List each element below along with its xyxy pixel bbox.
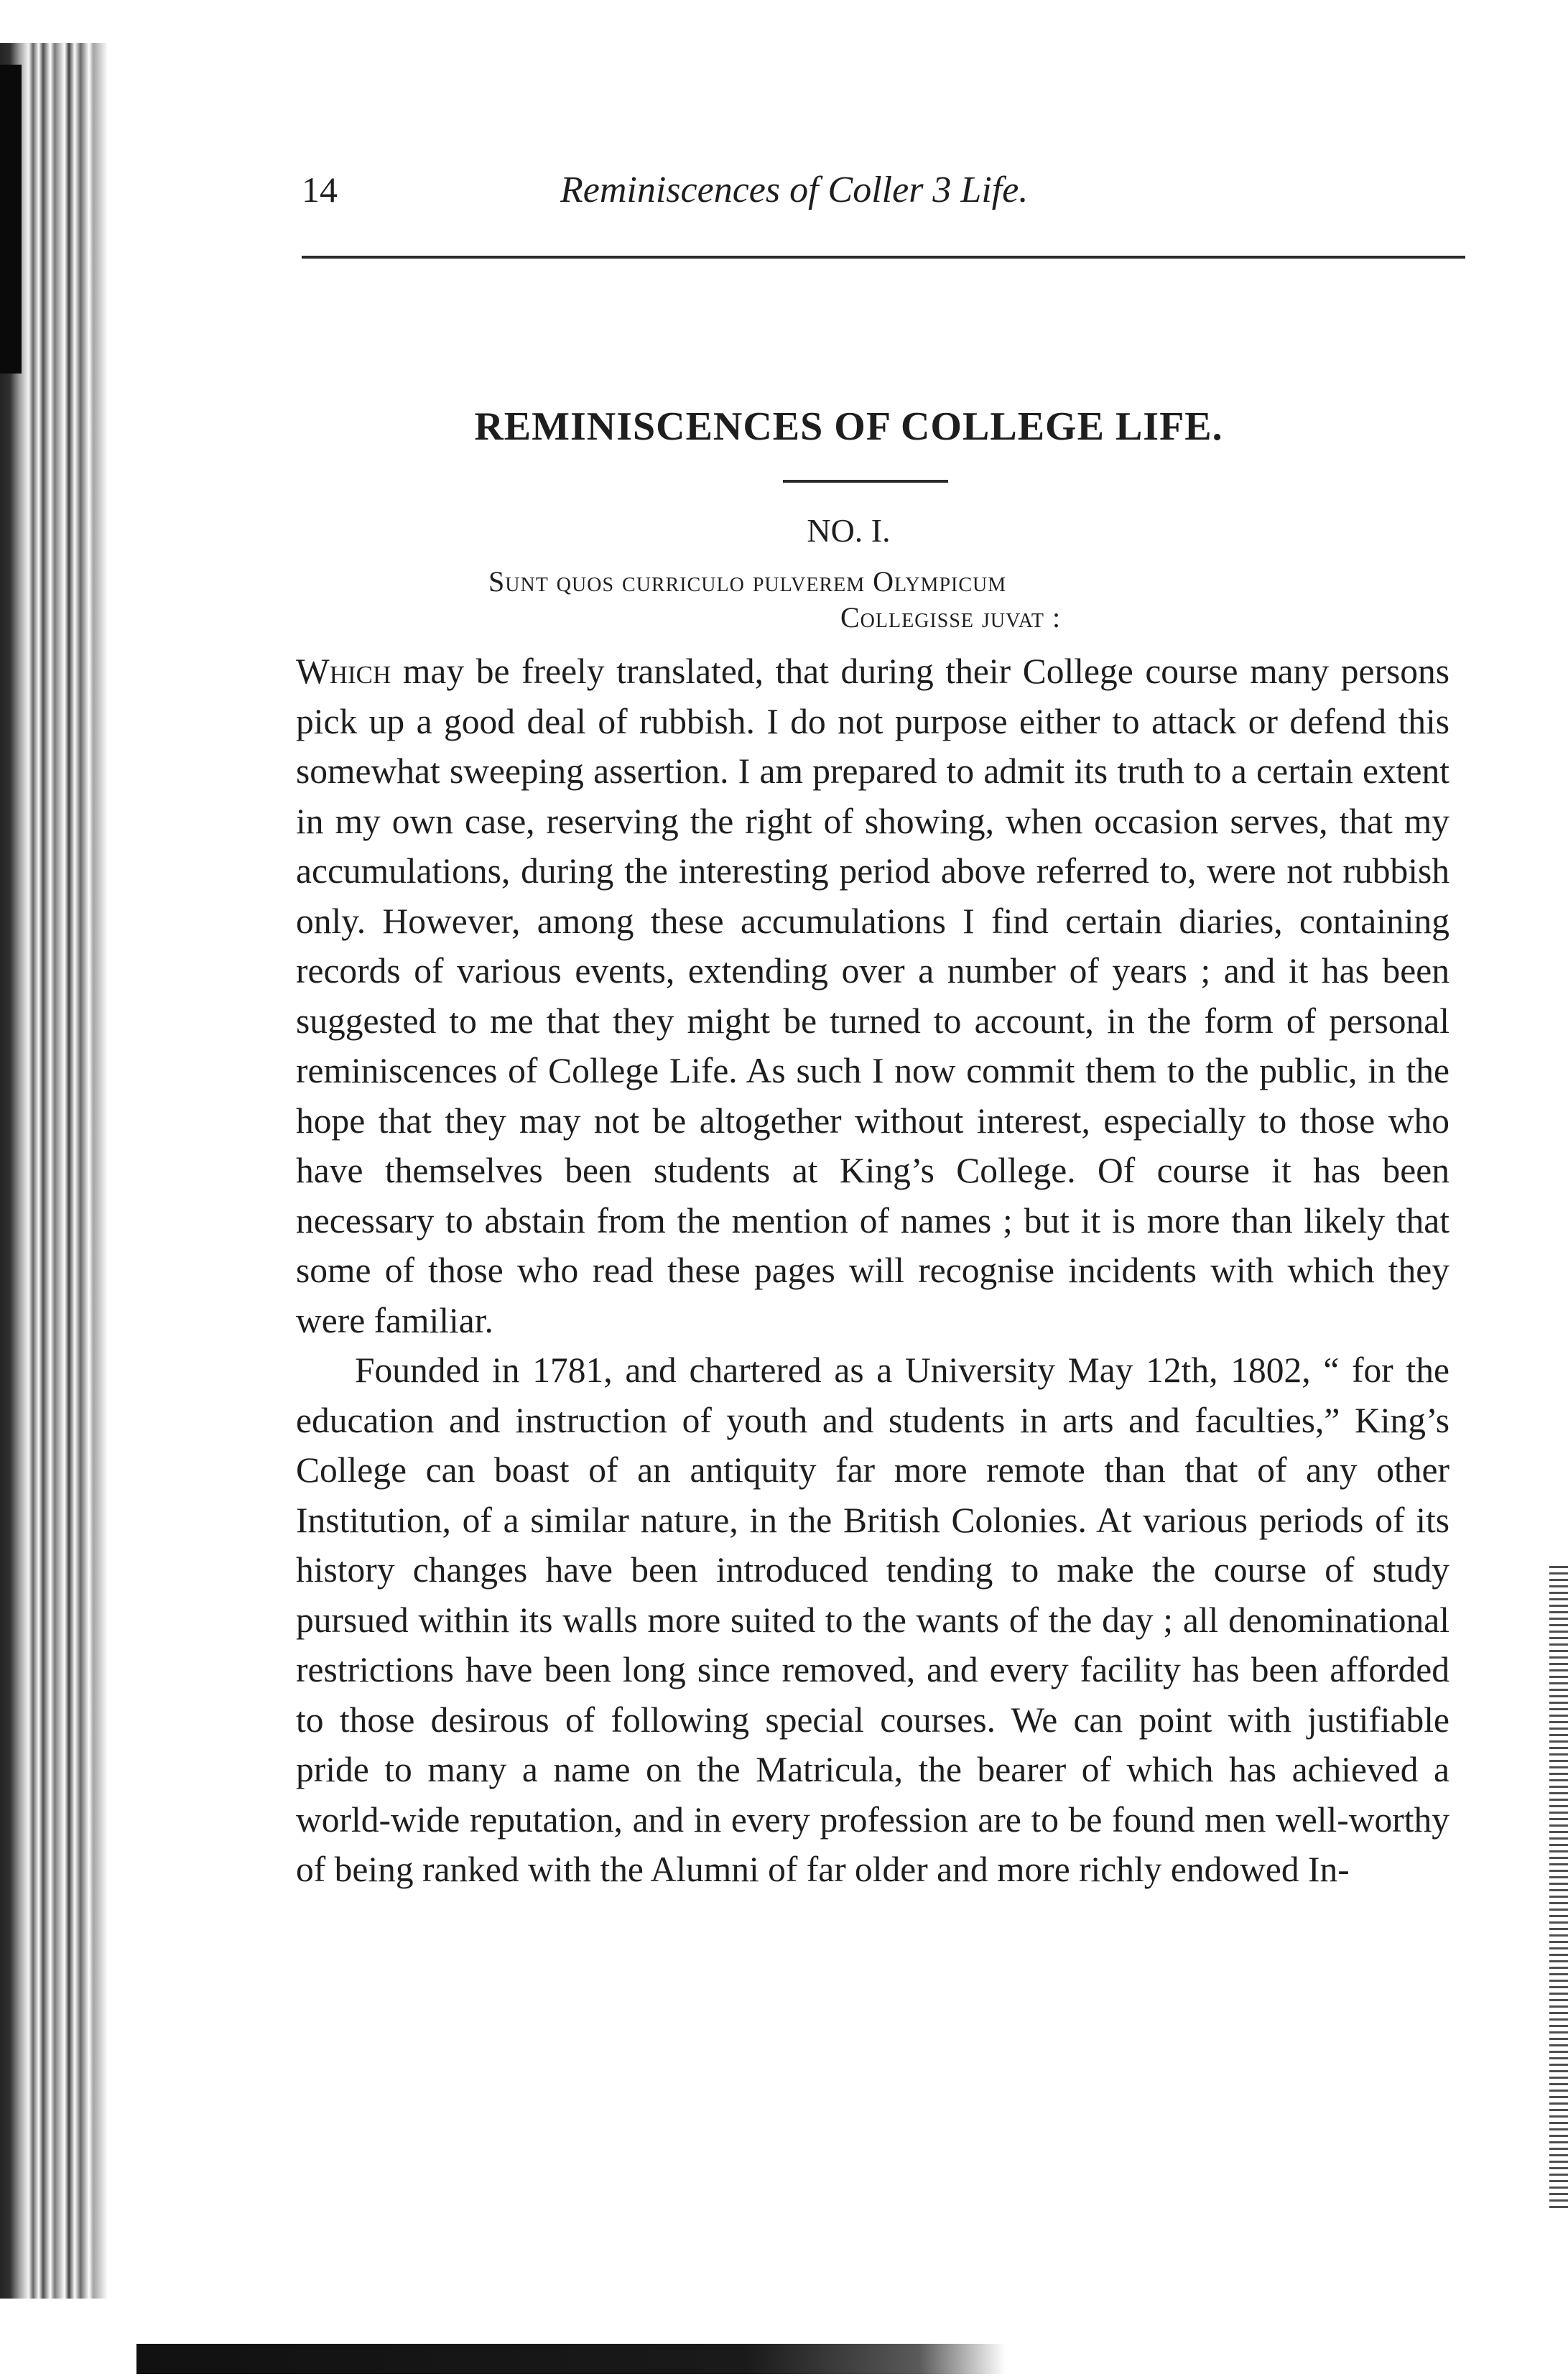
article-title: REMINISCENCES OF COLLEGE LIFE. [474, 404, 1223, 449]
paragraph-2: Founded in 1781, and chartered as a University May 12th, 1802, “ for the education and instruction of youth and students in arts and faculties,” King’s College can boast of an antiquity far more remote than that of any other Institution, of a similar nature, in the British Colonies. At various periods of its history changes have been introduced tending to make the course of study pursued within its walls more suited to the wants of the day ; all denominational restrictions have been long since removed, and every facility has been afforded to those desirous of following special courses. We can point with justifiable pride to many a name on the Matricula, the bearer of which has achieved a world-wide reputation, and in every profession are to be found men well-worthy of being ranked with the Alumni of far older and more richly endowed In- [296, 1350, 1449, 1889]
title-rule [783, 480, 948, 483]
paragraph-1-text: may be freely translated, that during their College course many persons pick up a good deal of rubbish. I do not purpose either to attack or defend this somewhat sweeping assertion. I am prepared to admit its truth to a certain extent in my own case, reserving the right of showing, when occasion serves, that my accumulations, during the interesting period above referred to, were not rubbish only. However, among these accumulations I find certain diaries, containing records of various events, extending over a number of years ; and it has been suggested to me that they might be turned to account, in the form of personal reminiscences of College Life. As such I now commit them to the public, in the hope that they may not be altogether without interest, especially to those who have themselves been students at King’s College. Of course it has been necessary to abstain from the mention of names ; but it is more than likely that some of those who read these pages will recognise incidents with which they were familiar. [296, 651, 1449, 1340]
article-body [296, 646, 1449, 1895]
bottom-edge-shadow [136, 2344, 1006, 2374]
right-edge-shadow [1549, 1566, 1568, 2212]
paragraph-1 [296, 646, 1449, 1345]
paragraph-1-lead: Which [296, 651, 391, 691]
header-rule [302, 256, 1465, 259]
binding-edge [0, 65, 22, 374]
running-header: Reminiscences of Coller 3 Life. [560, 170, 1029, 210]
article-number: NO. I. [807, 512, 891, 549]
page-gutter-shadow [0, 43, 136, 2299]
page-number: 14 [302, 170, 338, 210]
epigraph-line-1: Sunt quos curriculo pulverem Olympicum [488, 565, 1007, 598]
epigraph-line-2: Collegisse juvat : [840, 601, 1062, 634]
